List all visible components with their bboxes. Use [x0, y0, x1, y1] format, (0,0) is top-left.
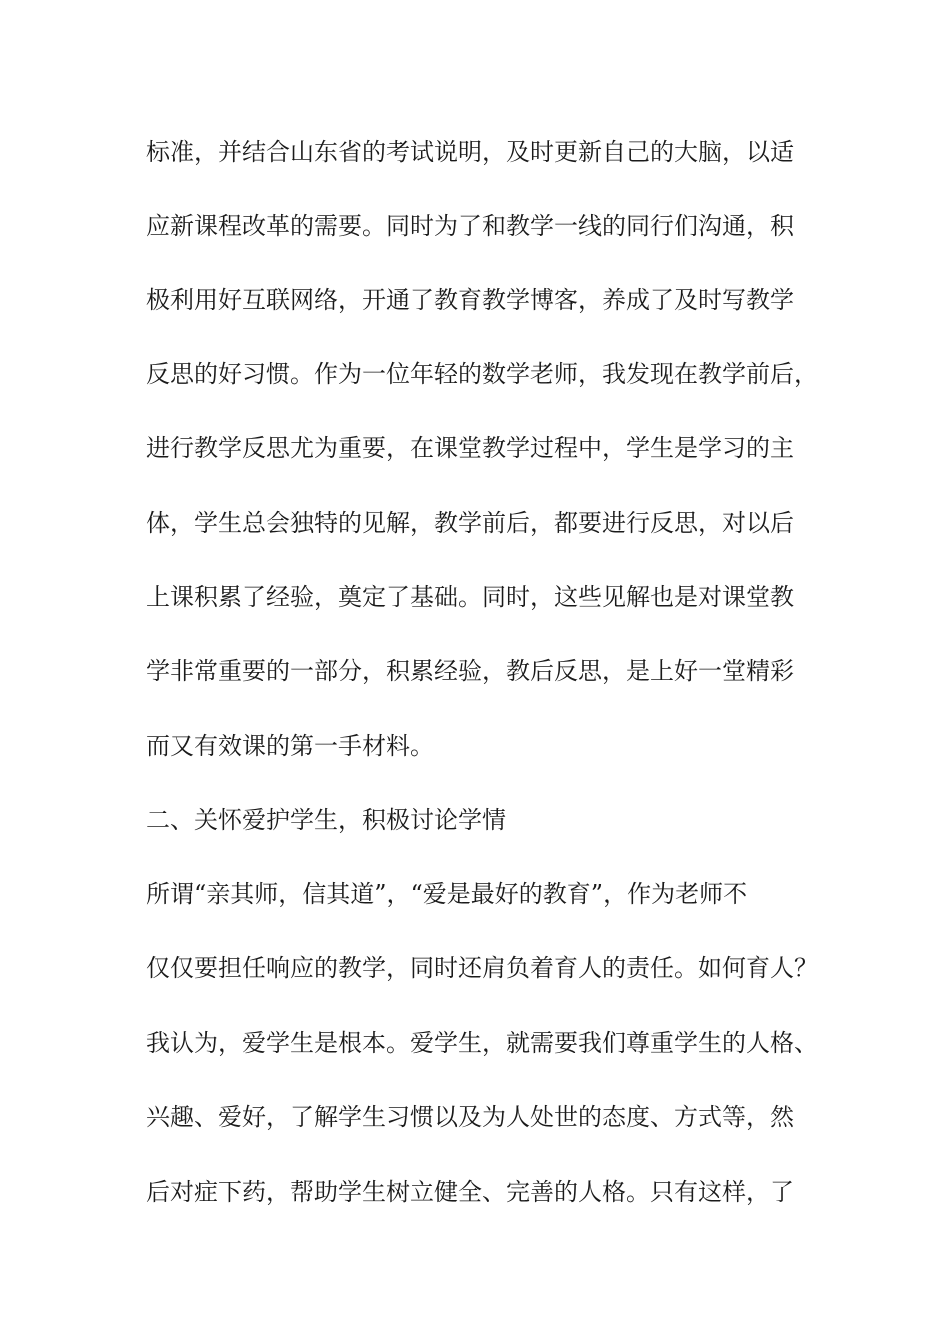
text-line: 反思的好习惯。作为一位年轻的数学老师，我发现在教学前后，: [146, 360, 818, 388]
text-line: 应新课程改革的需要。同时为了和教学一线的同行们沟通，积: [146, 212, 794, 240]
text-line: 学非常重要的一部分，积累经验，教后反思，是上好一堂精彩: [146, 657, 794, 685]
text-line: 兴趣、爱好，了解学生习惯以及为人处世的态度、方式等，然: [146, 1103, 794, 1131]
text-line: 所谓“亲其师，信其道”，“爱是最好的教育”，作为老师不: [146, 880, 748, 908]
section-heading: 二、关怀爱护学生，积极讨论学情: [146, 806, 506, 834]
text-line: 后对症下药，帮助学生树立健全、完善的人格。只有这样，了: [146, 1178, 794, 1206]
text-line: 我认为，爱学生是根本。爱学生，就需要我们尊重学生的人格、: [146, 1029, 818, 1057]
text-line: 上课积累了经验，奠定了基础。同时，这些见解也是对课堂教: [146, 583, 794, 611]
text-line: 极利用好互联网络，开通了教育教学博客，养成了及时写教学: [146, 286, 794, 314]
text-line: 而又有效课的第一手材料。: [146, 732, 434, 760]
text-line: 进行教学反思尤为重要，在课堂教学过程中，学生是学习的主: [146, 434, 794, 462]
text-line: 仅仅要担任响应的教学，同时还肩负着育人的责任。如何育人？: [146, 954, 818, 982]
text-line: 体，学生总会独特的见解，教学前后，都要进行反思，对以后: [146, 509, 794, 537]
text-line: 标准，并结合山东省的考试说明，及时更新自己的大脑，以适: [146, 138, 794, 166]
